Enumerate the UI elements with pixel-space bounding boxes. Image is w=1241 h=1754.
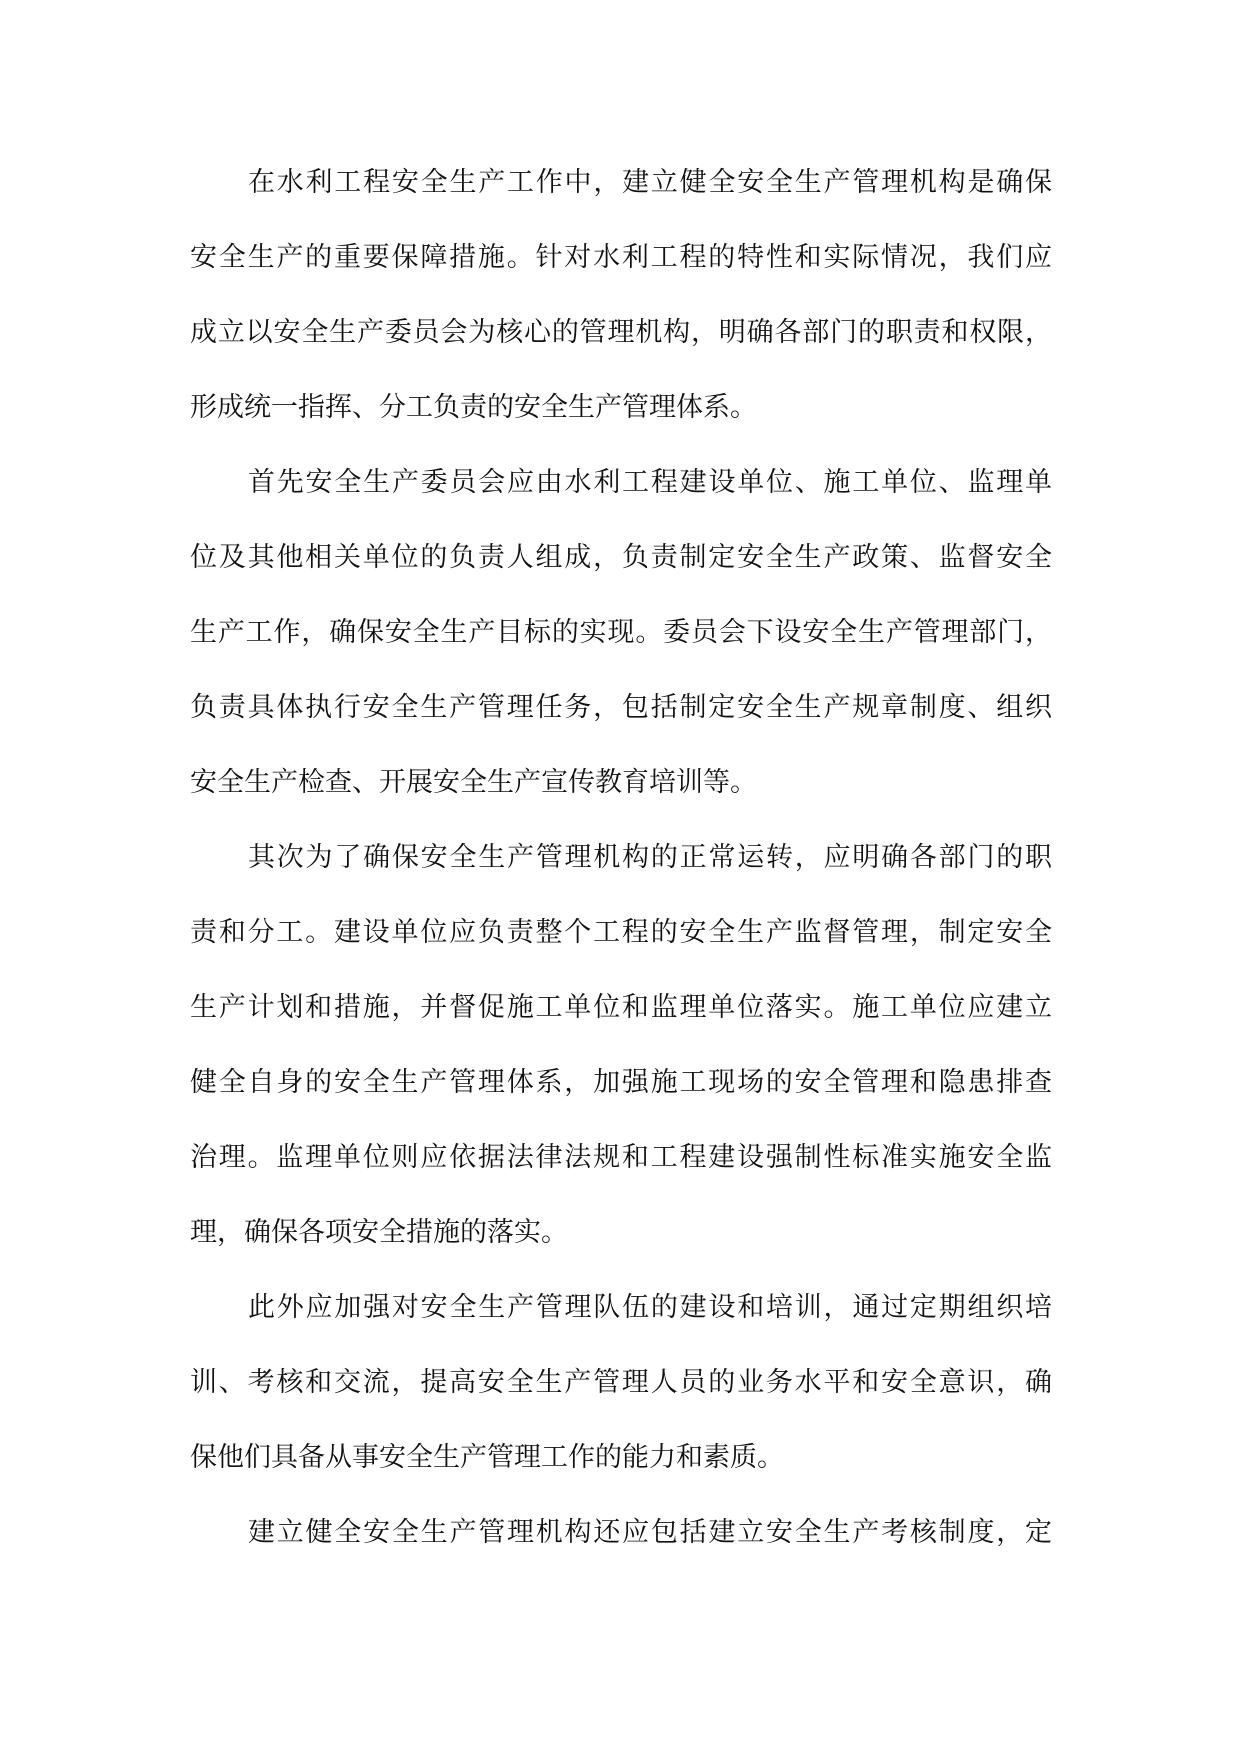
paragraph-line: 安全生产检查、开展安全生产宣传教育培训等。: [190, 767, 757, 798]
paragraph-line: 首先安全生产委员会应由水利工程建设单位、施工单位、监理单: [248, 467, 1052, 498]
paragraph-line: 建立健全安全生产管理机构还应包括建立安全生产考核制度，定: [248, 1517, 1052, 1548]
paragraph-line: 治理。监理单位则应依据法律法规和工程建设强制性标准实施安全监: [190, 1142, 1052, 1173]
paragraph-line: 健全自身的安全生产管理体系，加强施工现场的安全管理和隐患排查: [190, 1067, 1052, 1098]
document-body: [190, 145, 1052, 1570]
paragraph-line: 责和分工。建设单位应负责整个工程的安全生产监督管理，制定安全: [190, 917, 1052, 948]
paragraph-line: 形成统一指挥、分工负责的安全生产管理体系。: [190, 392, 757, 423]
paragraph-1: [190, 145, 1052, 445]
paragraph-line: 位及其他相关单位的负责人组成，负责制定安全生产政策、监督安全: [190, 542, 1052, 573]
paragraph-line: 保他们具备从事安全生产管理工作的能力和素质。: [190, 1442, 784, 1473]
paragraph-line: 其次为了确保安全生产管理机构的正常运转，应明确各部门的职: [248, 842, 1052, 873]
paragraph-line: 训、考核和交流，提高安全生产管理人员的业务水平和安全意识，确: [190, 1367, 1052, 1398]
paragraph-line: 成立以安全生产委员会为核心的管理机构，明确各部门的职责和权限，: [190, 317, 1052, 348]
paragraph-line: 在水利工程安全生产工作中，建立健全安全生产管理机构是确保: [248, 167, 1052, 198]
paragraph-line: 安全生产的重要保障措施。针对水利工程的特性和实际情况，我们应: [190, 242, 1052, 273]
paragraph-line: 生产工作，确保安全生产目标的实现。委员会下设安全生产管理部门，: [190, 617, 1052, 648]
paragraph-line: 负责具体执行安全生产管理任务，包括制定安全生产规章制度、组织: [190, 692, 1052, 723]
paragraph-4: [190, 1270, 1052, 1495]
paragraph-5: [190, 1495, 1052, 1570]
paragraph-3: [190, 820, 1052, 1270]
paragraph-line: 生产计划和措施，并督促施工单位和监理单位落实。施工单位应建立: [190, 992, 1052, 1023]
paragraph-line: 此外应加强对安全生产管理队伍的建设和培训，通过定期组织培: [248, 1292, 1052, 1323]
paragraph-2: [190, 445, 1052, 820]
paragraph-line: 理，确保各项安全措施的落实。: [190, 1217, 568, 1248]
